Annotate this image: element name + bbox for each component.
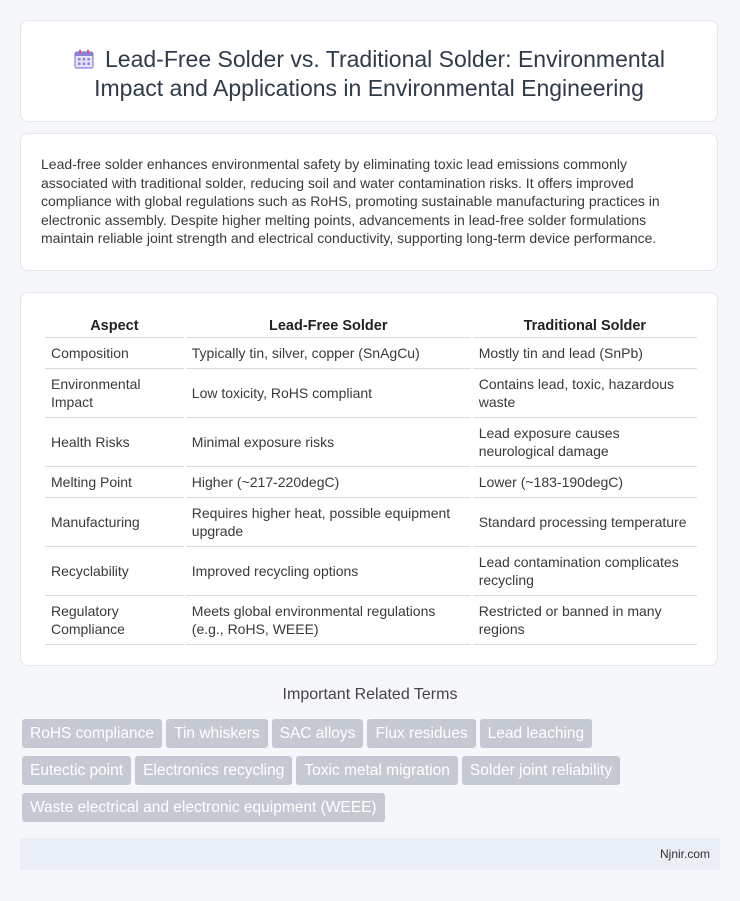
related-terms-list (22, 719, 722, 830)
term-tag[interactable]: Waste electrical and electronic equipment (WEEE) (22, 793, 385, 822)
header-aspect: Aspect (45, 317, 184, 338)
header-lead-free: Lead-Free Solder (186, 317, 471, 338)
page-title-text: Lead-Free Solder vs. Traditional Solder: Environmental Impact and Applications in Environmental Engineering (94, 46, 665, 101)
table-row (45, 467, 697, 498)
lead-free-cell: Typically tin, silver, copper (SnAgCu) (186, 338, 471, 369)
header-traditional: Traditional Solder (473, 317, 697, 338)
calendar-icon (73, 48, 95, 70)
term-tag[interactable]: Tin whiskers (166, 719, 268, 748)
title-card (20, 20, 718, 122)
term-tag[interactable]: Toxic metal migration (296, 756, 458, 785)
lead-free-cell: Low toxicity, RoHS compliant (186, 369, 471, 418)
lead-free-cell: Meets global environmental regulations (e.g., RoHS, WEEE) (186, 596, 471, 645)
aspect-cell: Composition (45, 338, 184, 369)
lead-free-cell: Improved recycling options (186, 547, 471, 596)
traditional-cell: Lead exposure causes neurological damage (473, 418, 697, 467)
aspect-cell: Regulatory Compliance (45, 596, 184, 645)
term-tag[interactable]: Electronics recycling (135, 756, 292, 785)
table-row (45, 418, 697, 467)
aspect-cell: Recyclability (45, 547, 184, 596)
comparison-table-card (20, 292, 718, 666)
traditional-cell: Lead contamination complicates recycling (473, 547, 697, 596)
term-tag[interactable]: RoHS compliance (22, 719, 162, 748)
term-tag[interactable]: SAC alloys (272, 719, 364, 748)
traditional-cell: Mostly tin and lead (SnPb) (473, 338, 697, 369)
page-title (21, 21, 717, 103)
footer (20, 838, 720, 870)
summary-card (20, 133, 718, 271)
aspect-cell: Manufacturing (45, 498, 184, 547)
table-row (45, 369, 697, 418)
term-tag[interactable]: Eutectic point (22, 756, 131, 785)
table-row (45, 596, 697, 645)
lead-free-cell: Minimal exposure risks (186, 418, 471, 467)
table-header-row (45, 317, 697, 338)
traditional-cell: Restricted or banned in many regions (473, 596, 697, 645)
summary-text: Lead-free solder enhances environmental safety by eliminating toxic lead emissions commonly associated with traditional solder, reducing soil and water contamination risks. It offers improved compliance with global regulations such as RoHS, promoting sustainable manufacturing practices in electronic assembly. Despite higher melting points, advancements in lead-free solder formulations maintain reliable joint strength and electrical conductivity, supporting long-term device performance. (41, 156, 660, 246)
footer-brand[interactable]: Njnir.com (659, 847, 710, 861)
aspect-cell: Environmental Impact (45, 369, 184, 418)
lead-free-cell: Higher (~217-220degC) (186, 467, 471, 498)
table-row (45, 547, 697, 596)
traditional-cell: Contains lead, toxic, hazardous waste (473, 369, 697, 418)
aspect-cell: Health Risks (45, 418, 184, 467)
table-row (45, 498, 697, 547)
term-tag[interactable]: Lead leaching (480, 719, 593, 748)
traditional-cell: Standard processing temperature (473, 498, 697, 547)
table-row (45, 338, 697, 369)
term-tag[interactable]: Solder joint reliability (462, 756, 620, 785)
lead-free-cell: Requires higher heat, possible equipment upgrade (186, 498, 471, 547)
aspect-cell: Melting Point (45, 467, 184, 498)
term-tag[interactable]: Flux residues (367, 719, 475, 748)
traditional-cell: Lower (~183-190degC) (473, 467, 697, 498)
related-terms-title: Important Related Terms (282, 686, 458, 703)
comparison-table (43, 317, 699, 645)
